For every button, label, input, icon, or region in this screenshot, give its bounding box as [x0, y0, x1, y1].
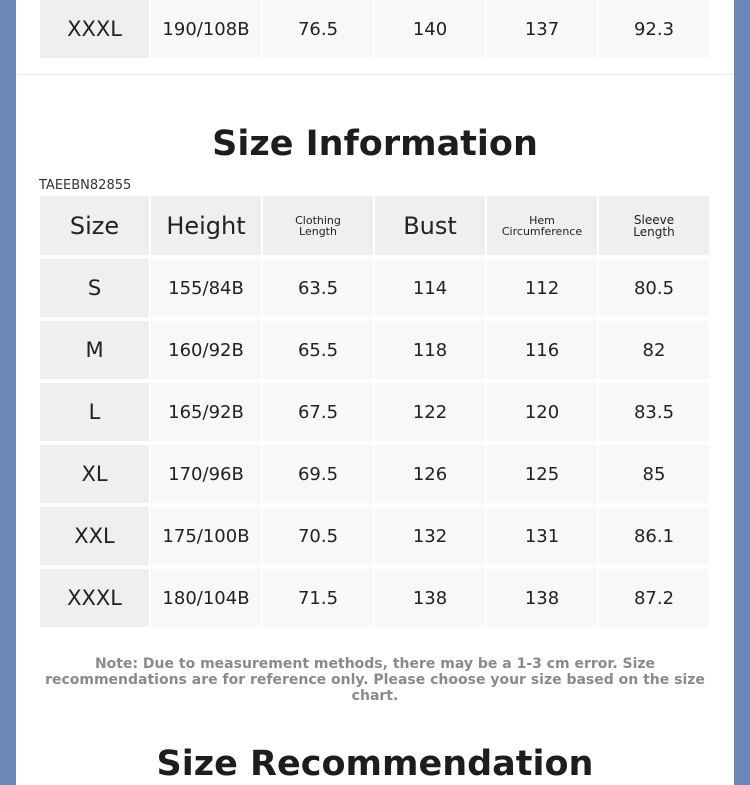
hem-cell: 131 — [487, 507, 597, 565]
header-hem-circumference: Hem Circumference — [487, 196, 597, 255]
bust-cell: 132 — [375, 507, 485, 565]
hem-cell: 116 — [487, 321, 597, 379]
length-cell: 76.5 — [263, 0, 373, 58]
product-code: TAEEBN82855 — [39, 178, 132, 193]
sleeve-cell: 82 — [599, 321, 709, 379]
section-title: Size Information — [212, 124, 538, 164]
hem-cell: 112 — [487, 259, 597, 317]
header-sleeve-length: Sleeve Length — [599, 196, 709, 255]
header-size: Size — [40, 196, 149, 255]
section-divider — [16, 74, 734, 75]
length-cell: 67.5 — [263, 383, 373, 441]
size-cell: XXL — [40, 507, 149, 565]
table-row — [40, 569, 709, 627]
sleeve-cell: 92.3 — [599, 0, 709, 58]
length-cell: 69.5 — [263, 445, 373, 503]
sleeve-cell: 85 — [599, 445, 709, 503]
table-header-row — [40, 196, 709, 255]
previous-size-table — [38, 0, 711, 62]
bust-cell: 138 — [375, 569, 485, 627]
height-cell: 160/92B — [151, 321, 261, 379]
height-cell: 180/104B — [151, 569, 261, 627]
hem-cell: 138 — [487, 569, 597, 627]
sleeve-cell: 87.2 — [599, 569, 709, 627]
size-cell: XL — [40, 445, 149, 503]
bust-cell: 118 — [375, 321, 485, 379]
hem-cell: 120 — [487, 383, 597, 441]
size-cell: S — [40, 259, 149, 317]
bust-cell: 114 — [375, 259, 485, 317]
size-cell: M — [40, 321, 149, 379]
page-sheet — [16, 0, 734, 785]
height-cell: 190/108B — [151, 0, 261, 58]
table-row — [40, 507, 709, 565]
header-clothing-length: Clothing Length — [263, 196, 373, 255]
table-row — [40, 321, 709, 379]
table-row — [40, 0, 709, 58]
height-cell: 165/92B — [151, 383, 261, 441]
header-bust: Bust — [375, 196, 485, 255]
bust-cell: 126 — [375, 445, 485, 503]
section-title-recommendation: Size Recommendation — [156, 744, 594, 784]
size-cell: L — [40, 383, 149, 441]
table-row — [40, 259, 709, 317]
height-cell: 175/100B — [151, 507, 261, 565]
height-cell: 170/96B — [151, 445, 261, 503]
hem-cell: 137 — [487, 0, 597, 58]
table-row — [40, 383, 709, 441]
measurement-note: Note: Due to measurement methods, there may be a 1-3 cm error. Size recommendations are for reference only. Please choose your size based on the size chart. — [45, 656, 705, 704]
height-cell: 155/84B — [151, 259, 261, 317]
sleeve-cell: 80.5 — [599, 259, 709, 317]
bust-cell: 122 — [375, 383, 485, 441]
size-cell: XXXL — [40, 0, 149, 58]
size-cell: XXXL — [40, 569, 149, 627]
hem-cell: 125 — [487, 445, 597, 503]
size-table — [38, 192, 711, 631]
bust-cell: 140 — [375, 0, 485, 58]
sleeve-cell: 83.5 — [599, 383, 709, 441]
sleeve-cell: 86.1 — [599, 507, 709, 565]
length-cell: 70.5 — [263, 507, 373, 565]
header-height: Height — [151, 196, 261, 255]
length-cell: 71.5 — [263, 569, 373, 627]
length-cell: 65.5 — [263, 321, 373, 379]
table-row — [40, 445, 709, 503]
length-cell: 63.5 — [263, 259, 373, 317]
